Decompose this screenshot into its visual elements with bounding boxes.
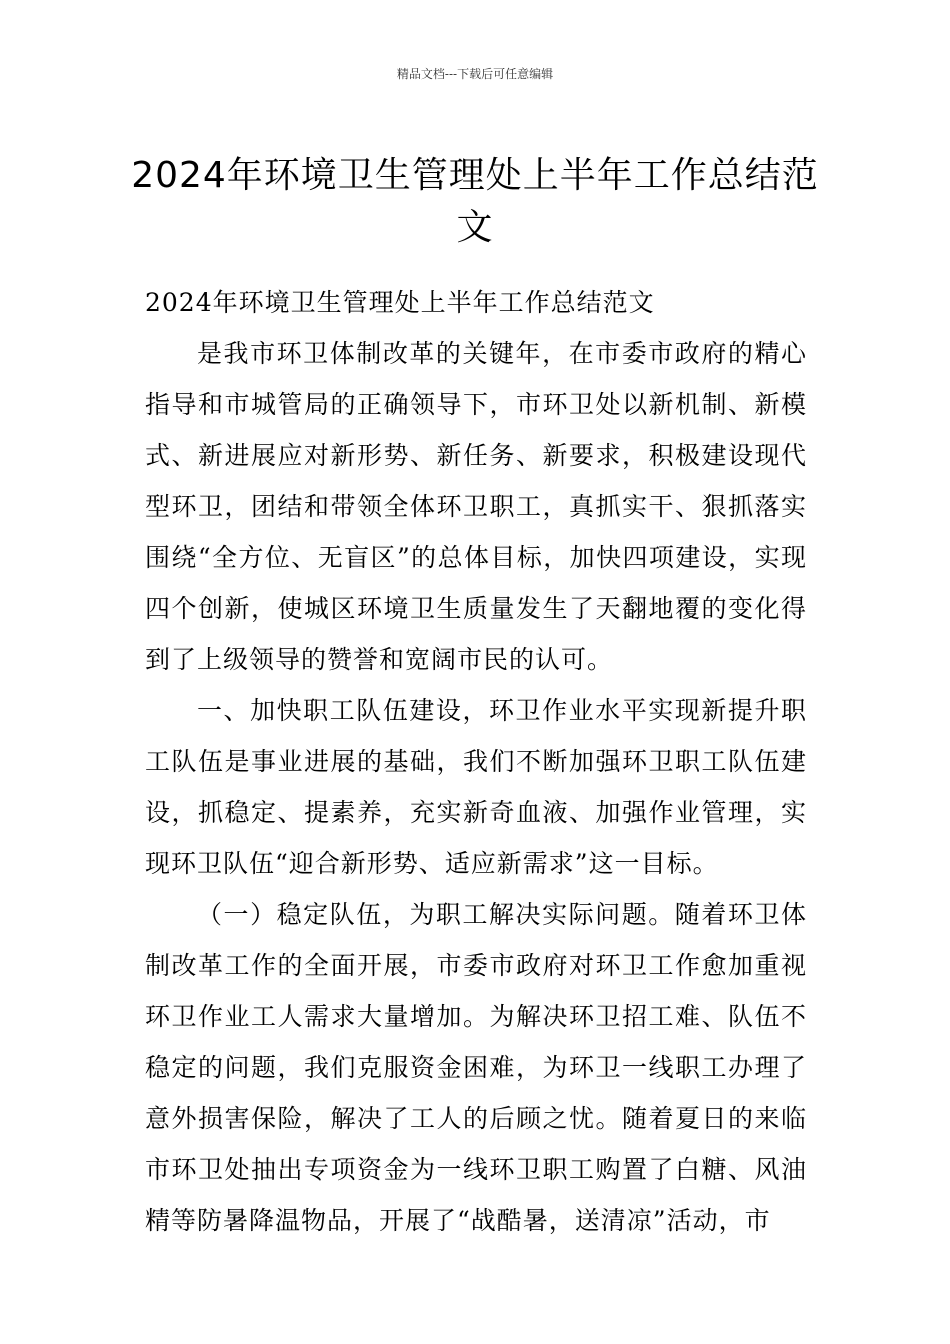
- paragraph-section-one: 一、加快职工队伍建设，环卫作业水平实现新提升职工队伍是事业进展的基础，我们不断加强环卫职工队伍建设，抓稳定、提素养，充实新奇血液、加强作业管理，实现环卫队伍“迎合新形势、适应新需求”这一目标。: [145, 696, 807, 878]
- document-title: 2024年环境卫生管理处上半年工作总结范文: [131, 155, 819, 249]
- paragraph-subsection-one: （一）稳定队伍，为职工解决实际问题。随着环卫体制改革工作的全面开展，市委市政府对环卫工作愈加重视环卫作业工人需求大量增加。为解决环卫招工难、队伍不稳定的问题，我们克服资金困难，为环卫一线职工办理了意外损害保险，解决了工人的后顾之忧。随着夏日的来临市环卫处抽出专项资金为一线环卫职工购置了白糖、风油精等防暑降温物品，开展了“战酷暑，送清凉”活动，市: [145, 900, 807, 1235]
- document-body: [145, 277, 807, 1246]
- header-note: 精品文档---下载后可任意编辑: [396, 67, 554, 81]
- subtitle-line: 2024年环境卫生管理处上半年工作总结范文: [145, 288, 655, 317]
- paragraph-intro: 是我市环卫体制改革的关键年，在市委市政府的精心指导和市城管局的正确领导下，市环卫处以新机制、新模式、新进展应对新形势、新任务、新要求，积极建设现代型环卫，团结和带领全体环卫职工，真抓实干、狠抓落实围绕“全方位、无盲区”的总体目标，加快四项建设，实现四个创新，使城区环境卫生质量发生了天翻地覆的变化得到了上级领导的赞誉和宽阔市民的认可。: [145, 339, 807, 674]
